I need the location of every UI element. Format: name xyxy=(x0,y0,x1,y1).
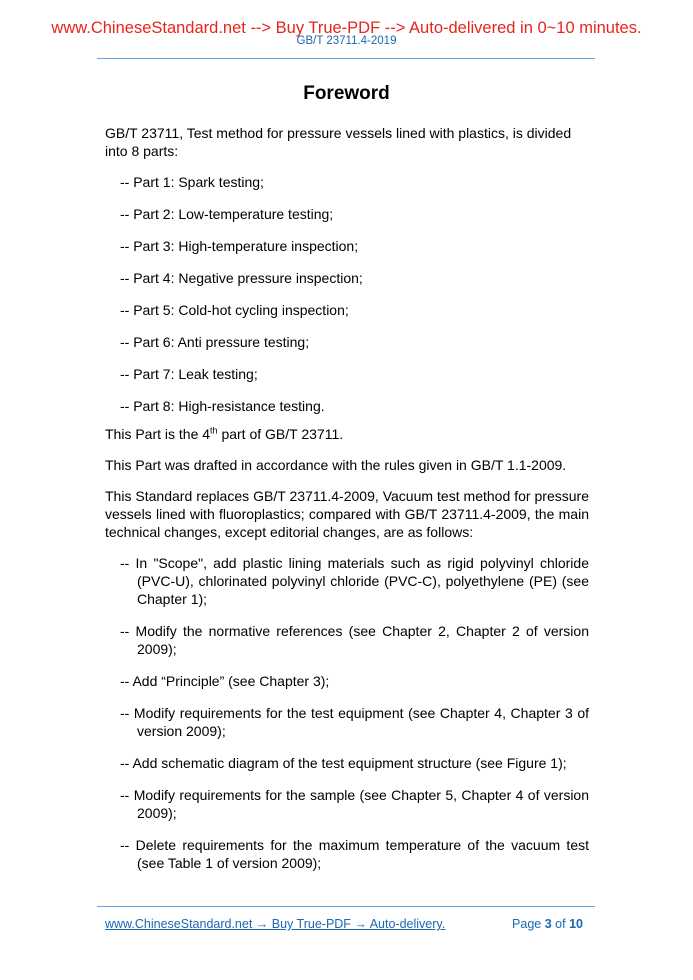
page-of: of xyxy=(555,917,566,931)
header-divider xyxy=(97,58,595,59)
list-item: -- Part 7: Leak testing; xyxy=(120,366,258,382)
page-label: Page xyxy=(512,917,542,931)
list-item: -- Part 3: High-temperature inspection; xyxy=(120,238,359,254)
replaces-paragraph: This Standard replaces GB/T 23711.4-2009, Vacuum test method for pressure vessels lined with fluoroplastics; compared with GB/T 23711.4-2009, the main technical changes, except editorial changes, are as follows: xyxy=(105,488,589,540)
list-item: -- Modify the normative references (see Chapter 2, Chapter 2 of version 2009); xyxy=(120,623,589,657)
list-item: -- Delete requirements for the maximum temperature of the vacuum test (see Table 1 of version 2009); xyxy=(120,837,589,871)
document-body xyxy=(105,124,589,886)
changes-list xyxy=(105,554,589,872)
list-item: -- Part 4: Negative pressure inspection; xyxy=(120,270,363,286)
page-footer xyxy=(105,916,583,932)
part-statement-superscript: th xyxy=(210,425,218,436)
list-item: -- Add schematic diagram of the test equipment structure (see Figure 1); xyxy=(120,755,567,771)
part-statement-prefix: This Part is the 4 xyxy=(105,426,211,442)
page-indicator xyxy=(512,916,583,932)
list-item: -- Part 1: Spark testing; xyxy=(120,174,264,190)
top-banner[interactable]: www.ChineseStandard.net --> Buy True-PDF --> Auto-delivered in 0~10 minutes. xyxy=(51,19,642,37)
footer-link[interactable]: www.ChineseStandard.net → Buy True-PDF → Auto-delivery. xyxy=(105,917,446,931)
list-item: -- Part 8: High-resistance testing. xyxy=(120,398,325,414)
list-item: -- Modify requirements for the test equipment (see Chapter 4, Chapter 3 of version 2009); xyxy=(120,705,589,739)
part-statement-suffix: part of GB/T 23711. xyxy=(217,426,344,442)
part-statement xyxy=(105,425,589,443)
list-item: -- In "Scope", add plastic lining materials such as rigid polyvinyl chloride (PVC-U), chlorinated polyvinyl chloride (PVC-C), polyethylene (PE) (see Chapter 1); xyxy=(120,555,589,607)
footer-divider xyxy=(97,906,595,907)
page-total: 10 xyxy=(569,917,583,931)
list-item: -- Part 2: Low-temperature testing; xyxy=(120,206,334,222)
drafted-paragraph: This Part was drafted in accordance with the rules given in GB/T 1.1-2009. xyxy=(105,457,567,473)
list-item: -- Add “Principle” (see Chapter 3); xyxy=(120,673,330,689)
standard-code-header: GB/T 23711.4-2019 xyxy=(296,35,397,47)
list-item: -- Modify requirements for the sample (see Chapter 5, Chapter 4 of version 2009); xyxy=(120,787,589,821)
list-item: -- Part 6: Anti pressure testing; xyxy=(120,334,310,350)
intro-paragraph: GB/T 23711, Test method for pressure vessels lined with plastics, is divided into 8 parts: xyxy=(105,125,572,159)
parts-list xyxy=(105,173,589,415)
list-item: -- Part 5: Cold-hot cycling inspection; xyxy=(120,302,349,318)
page-title: Foreword xyxy=(303,83,390,104)
page-current: 3 xyxy=(544,917,552,931)
